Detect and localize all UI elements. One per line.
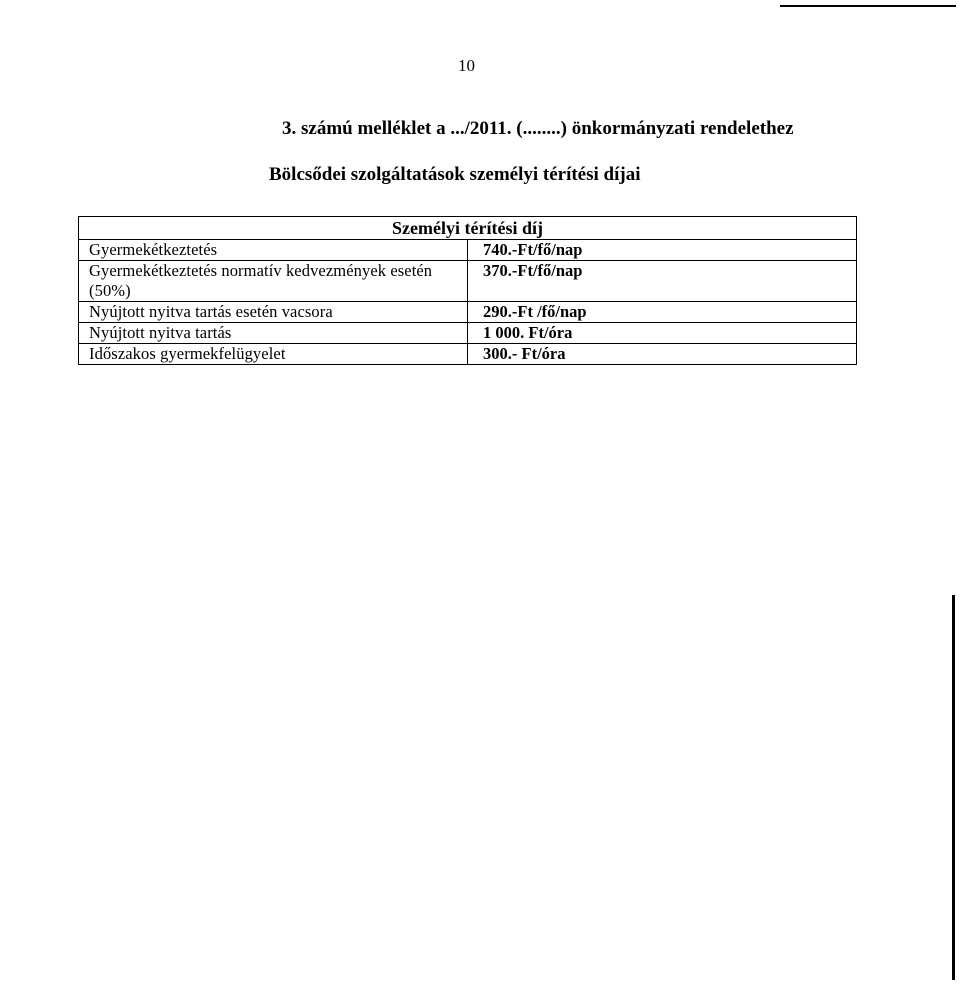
table-row — [79, 323, 857, 344]
annex-title: 3. számú melléklet a .../2011. (........) önkormányzati rendelethez — [282, 118, 794, 139]
fee-table-header: Személyi térítési díj — [79, 217, 857, 240]
fee-table — [78, 216, 857, 365]
table-row — [79, 240, 857, 261]
service-fee: 740.-Ft/fő/nap — [468, 240, 857, 261]
service-name: Időszakos gyermekfelügyelet — [79, 344, 468, 365]
page-number: 10 — [458, 56, 475, 75]
service-fee: 300.- Ft/óra — [468, 344, 857, 365]
table-row — [79, 302, 857, 323]
service-fee: 370.-Ft/fő/nap — [468, 261, 857, 302]
service-fee: 1 000. Ft/óra — [468, 323, 857, 344]
table-row — [79, 344, 857, 365]
service-fee: 290.-Ft /fő/nap — [468, 302, 857, 323]
service-name: Gyermekétkeztetés normatív kedvezmények esetén (50%) — [79, 261, 468, 302]
fee-table-header-row — [79, 217, 857, 240]
document-title: Bölcsődei szolgáltatások személyi térítési díjai — [269, 164, 641, 185]
table-row — [79, 261, 857, 302]
service-name: Gyermekétkeztetés — [79, 240, 468, 261]
scan-edge-line-top — [780, 5, 956, 7]
service-name: Nyújtott nyitva tartás — [79, 323, 468, 344]
scan-edge-line-right — [952, 595, 955, 980]
service-name: Nyújtott nyitva tartás esetén vacsora — [79, 302, 468, 323]
